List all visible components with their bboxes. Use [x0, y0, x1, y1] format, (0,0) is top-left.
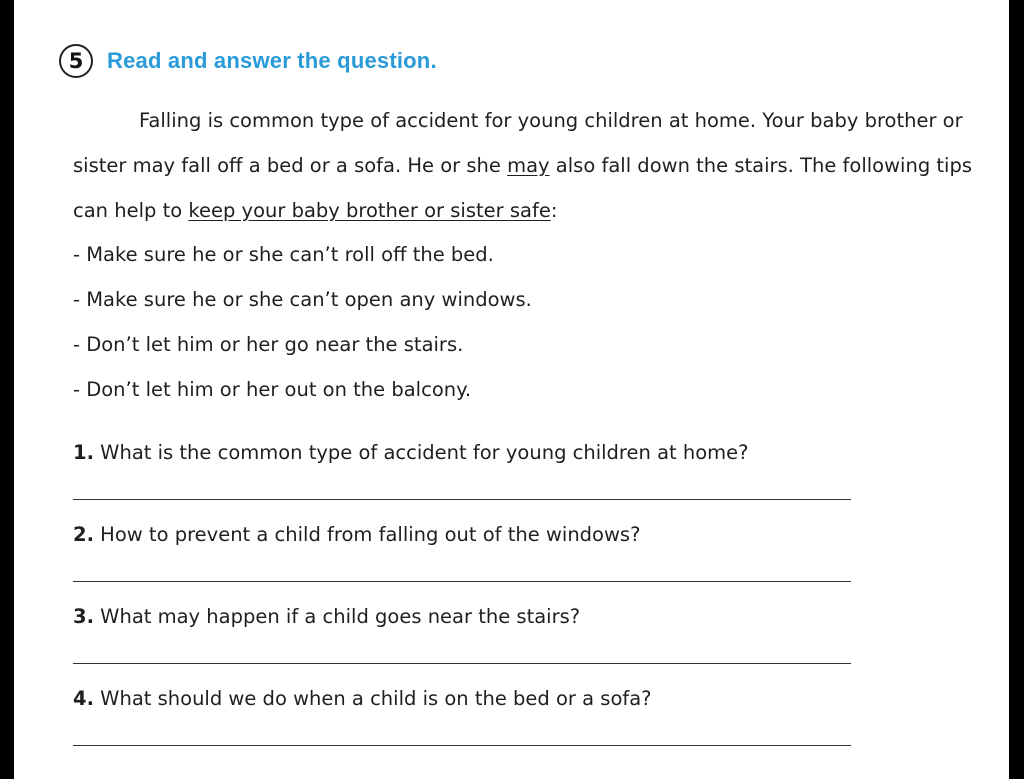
tips-list [73, 232, 973, 412]
exercise-header [59, 42, 437, 80]
passage-text: : [550, 199, 558, 222]
question-number: 4. [73, 687, 94, 710]
answer-line[interactable] [73, 499, 851, 500]
reading-passage [73, 98, 1003, 233]
tip-item: - Make sure he or she can’t roll off the bed. [73, 243, 494, 266]
answer-line[interactable] [73, 663, 851, 664]
question-item [73, 594, 873, 676]
exercise-number-badge: 5 [59, 44, 93, 78]
exercise-title: Read and answer the question. [107, 48, 437, 73]
question-text [73, 594, 873, 639]
tip-item: - Don’t let him or her go near the stairs. [73, 333, 464, 356]
questions-list [73, 430, 873, 758]
question-text [73, 676, 873, 721]
question-prompt: What should we do when a child is on the bed or a sofa? [93, 687, 652, 710]
passage-underlined-phrase: keep your baby brother or sister safe [188, 199, 551, 222]
question-text [73, 512, 873, 557]
passage-text: Falling is common type of accident for young children at home. Your baby brother or sister may fall off a bed or a sofa. He or she [73, 109, 963, 177]
worksheet-page [14, 0, 1009, 779]
passage-text: also fall down the stairs. The following tips can help to [73, 154, 973, 222]
answer-line[interactable] [73, 745, 851, 746]
answer-line[interactable] [73, 581, 851, 582]
question-item [73, 430, 873, 512]
question-item [73, 676, 873, 758]
question-prompt: What may happen if a child goes near the stairs? [93, 605, 581, 628]
question-prompt: What is the common type of accident for young children at home? [93, 441, 749, 464]
passage-paragraph [73, 98, 1003, 233]
question-number: 1. [73, 441, 94, 464]
passage-underlined-word: may [507, 154, 550, 177]
question-prompt: How to prevent a child from falling out of the windows? [93, 523, 641, 546]
question-item [73, 512, 873, 594]
question-text [73, 430, 873, 475]
tip-item: - Don’t let him or her out on the balcony. [73, 378, 472, 401]
question-number: 3. [73, 605, 94, 628]
question-number: 2. [73, 523, 94, 546]
tip-item: - Make sure he or she can’t open any windows. [73, 288, 532, 311]
